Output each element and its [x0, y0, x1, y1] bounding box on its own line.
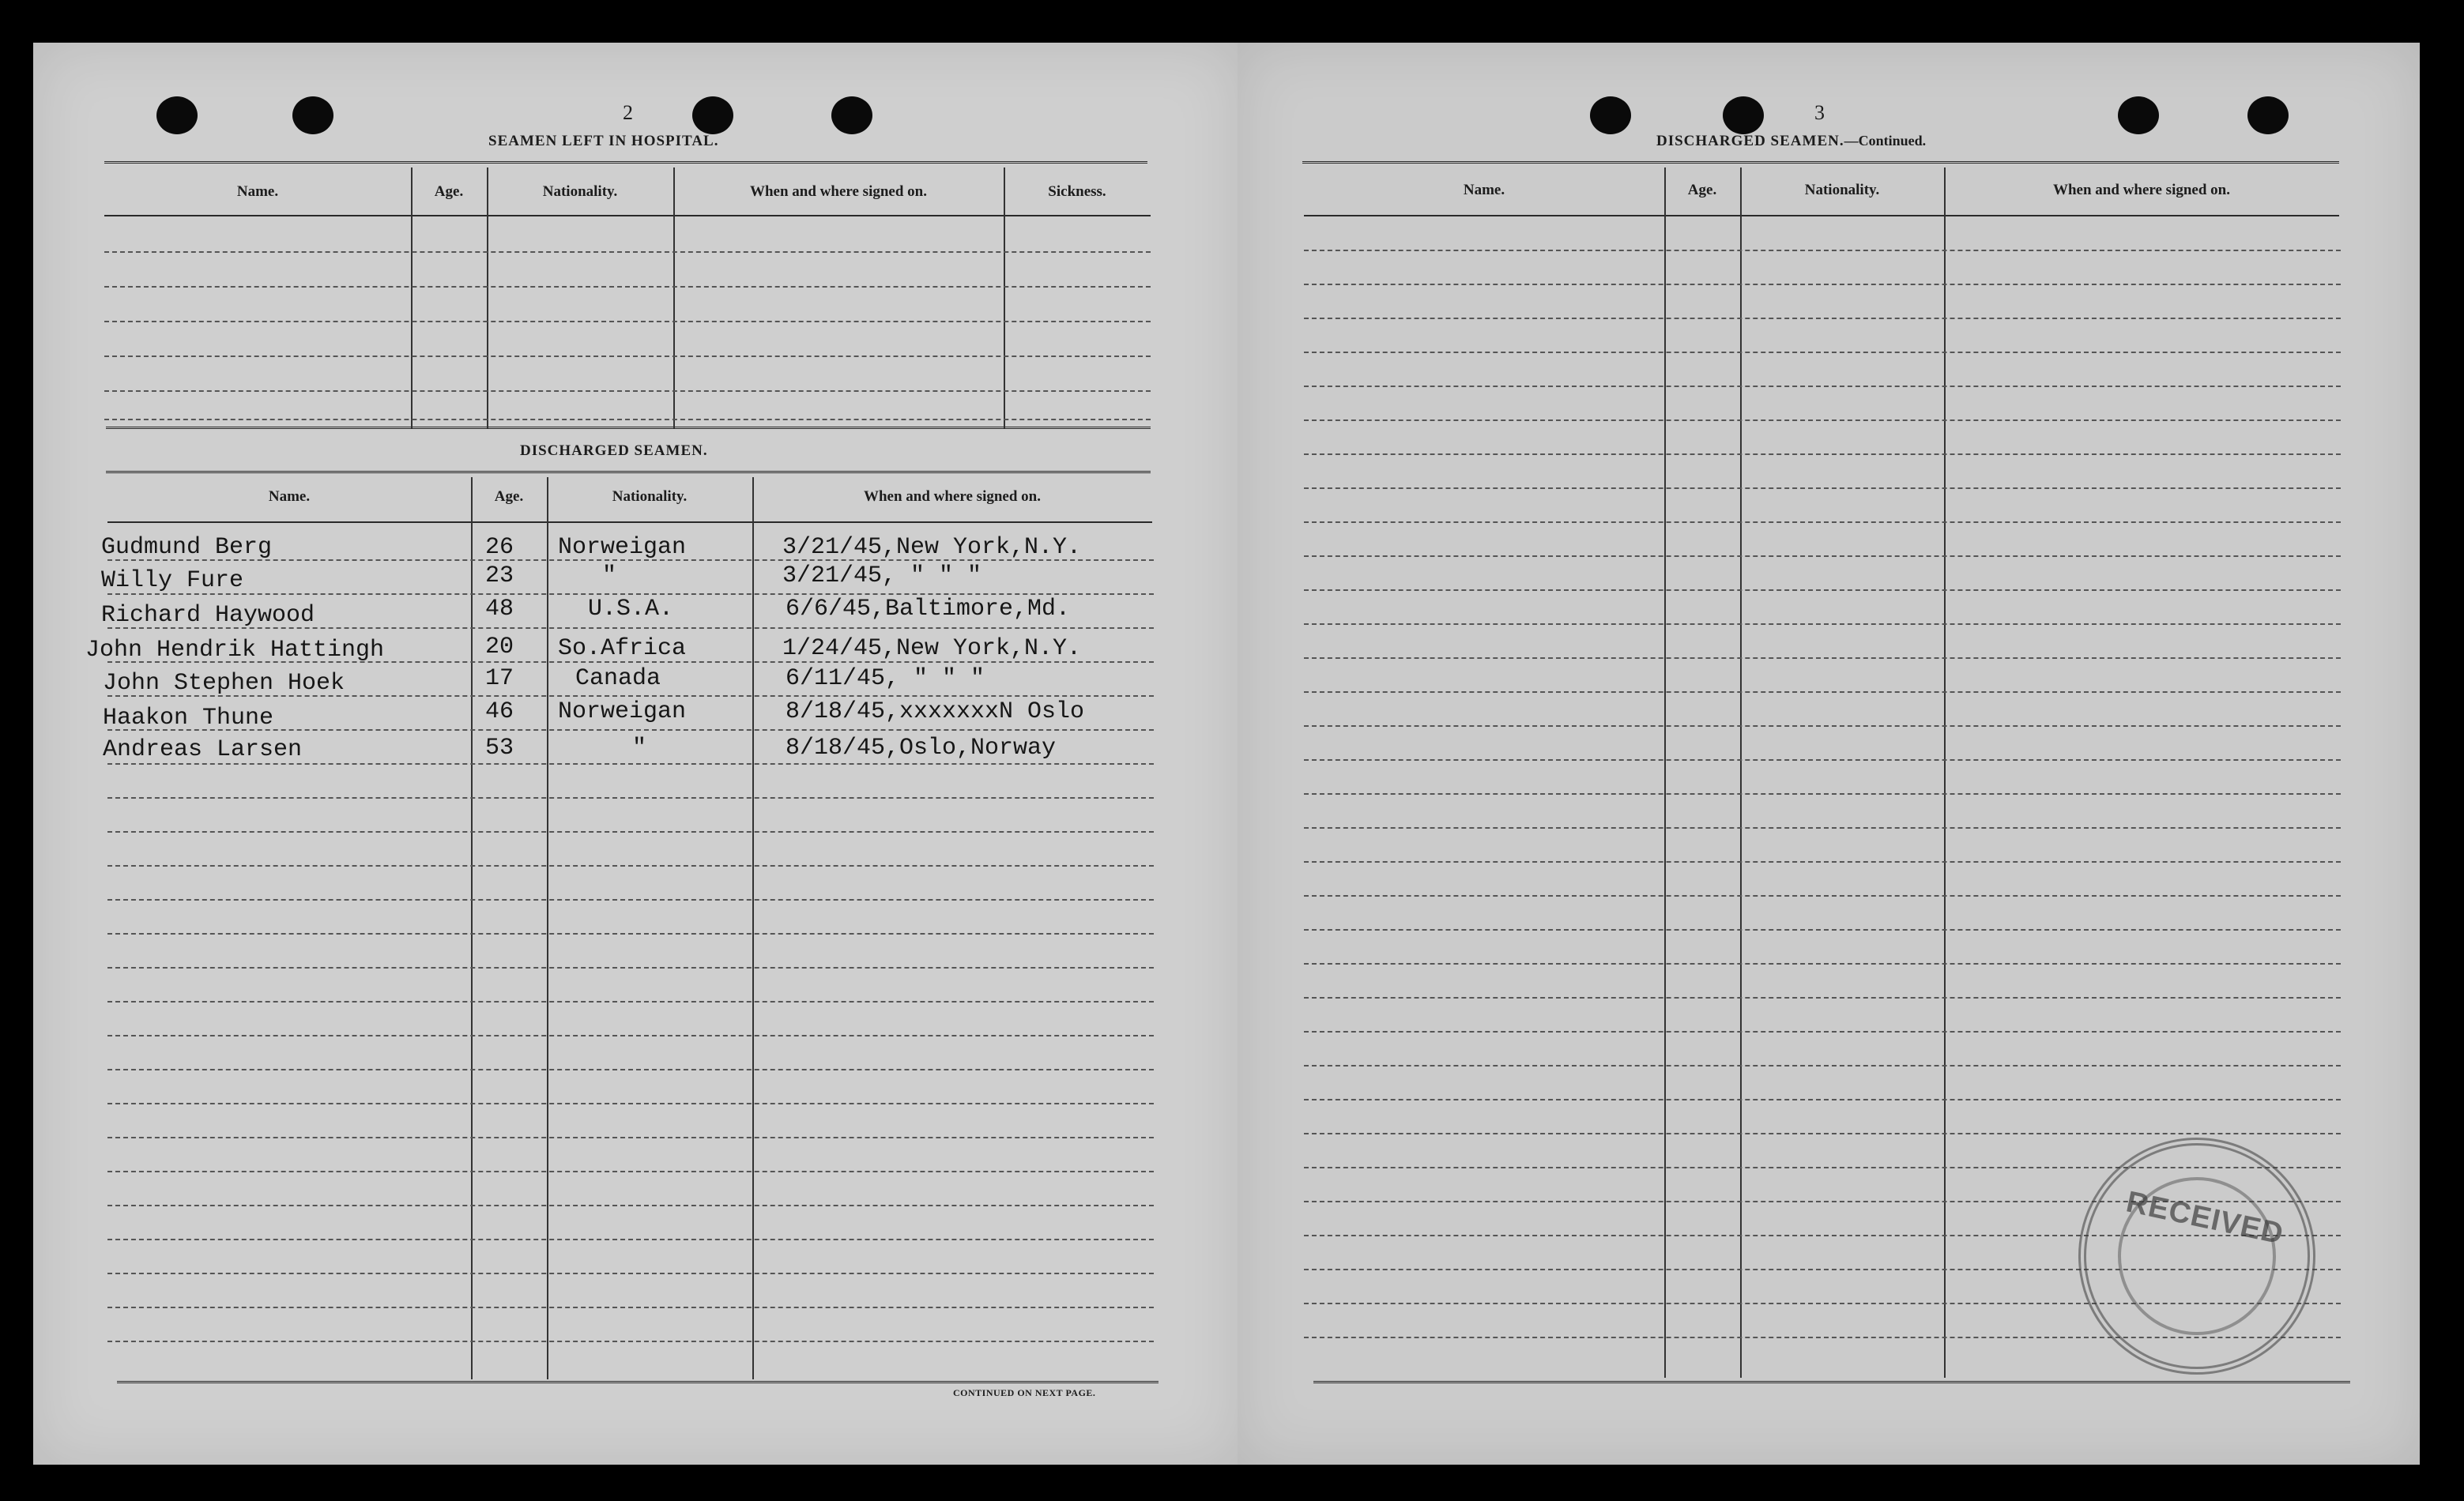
- dotted-rule: [107, 1273, 1154, 1274]
- seaman-age: 46: [485, 698, 514, 725]
- discharged-header-nationality: Nationality.: [612, 488, 688, 505]
- dotted-rule: [1304, 1133, 2341, 1134]
- seaman-name: Haakon Thune: [103, 705, 274, 732]
- dotted-rule: [104, 390, 1151, 392]
- dotted-rule: [1304, 318, 2341, 319]
- rule: [104, 161, 1147, 166]
- dotted-rule: [1304, 250, 2341, 251]
- dotted-rule: [107, 865, 1154, 867]
- seaman-signed-on: 6/6/45,Baltimore,Md.: [786, 596, 1071, 623]
- discharged-section-title: DISCHARGED SEAMEN.: [520, 442, 708, 459]
- seaman-name: Andreas Larsen: [103, 736, 303, 763]
- punch-hole: [831, 96, 872, 134]
- column-divider: [1944, 167, 1946, 1378]
- dotted-rule: [107, 933, 1154, 935]
- discharged-header-age: Age.: [494, 488, 524, 505]
- dotted-rule: [1304, 827, 2341, 829]
- rule: [1313, 1381, 2350, 1386]
- dotted-rule: [104, 356, 1151, 357]
- dotted-rule: [1304, 725, 2341, 727]
- column-divider: [1004, 167, 1005, 428]
- dotted-rule: [107, 1035, 1154, 1036]
- rule: [104, 215, 1151, 216]
- dotted-rule: [107, 763, 1154, 765]
- dotted-rule: [107, 797, 1154, 799]
- dotted-rule: [1304, 623, 2341, 625]
- discharged-header-name: Name.: [268, 488, 311, 505]
- seaman-signed-on: 3/21/45,New York,N.Y.: [782, 534, 1082, 561]
- dotted-rule: [1304, 521, 2341, 523]
- dotted-rule: [1304, 861, 2341, 863]
- seaman-nationality: ": [632, 735, 647, 762]
- dotted-rule: [1304, 487, 2341, 489]
- seaman-signed-on: 8/18/45,Oslo,Norway: [786, 735, 1057, 762]
- dotted-rule: [107, 593, 1154, 595]
- dotted-rule: [107, 1171, 1154, 1172]
- dotted-rule: [104, 419, 1151, 420]
- right-header-name: Name.: [1463, 182, 1505, 198]
- seaman-age: 48: [485, 596, 514, 623]
- column-divider: [411, 167, 413, 428]
- punch-hole: [692, 96, 733, 134]
- rule: [106, 471, 1151, 476]
- dotted-rule: [107, 899, 1154, 901]
- column-divider: [1740, 167, 1742, 1378]
- punch-hole: [156, 96, 198, 134]
- dotted-rule: [1304, 284, 2341, 285]
- dotted-rule: [1304, 589, 2341, 591]
- dotted-rule: [1304, 419, 2341, 421]
- punch-hole: [2247, 96, 2289, 134]
- dotted-rule: [1304, 929, 2341, 931]
- dotted-rule: [104, 251, 1151, 253]
- right-header-signed-on: When and where signed on.: [2052, 182, 2230, 198]
- right-section-title-text: DISCHARGED SEAMEN.: [1656, 133, 1844, 149]
- page-number-left: 2: [623, 101, 633, 124]
- dotted-rule: [107, 1239, 1154, 1240]
- dotted-rule: [1304, 759, 2341, 761]
- seaman-nationality: Norweigan: [558, 534, 687, 561]
- seaman-nationality: So.Africa: [558, 635, 687, 662]
- dotted-rule: [1304, 1031, 2341, 1033]
- seaman-signed-on: 8/18/45,xxxxxxxN Oslo: [786, 698, 1085, 725]
- hospital-header-signed-on: When and where signed on.: [749, 183, 927, 200]
- seaman-nationality: Norweigan: [558, 698, 687, 725]
- rule: [107, 521, 1152, 523]
- punch-hole: [292, 96, 333, 134]
- right-section-title: [1656, 133, 1926, 150]
- seaman-signed-on: 3/21/45, " " ": [782, 562, 982, 589]
- seaman-name: Willy Fure: [101, 567, 244, 594]
- right-section-title-suffix: —Continued.: [1844, 133, 1927, 149]
- dotted-rule: [1304, 895, 2341, 897]
- dotted-rule: [1304, 1065, 2341, 1066]
- dotted-rule: [1304, 352, 2341, 353]
- dotted-rule: [104, 321, 1151, 322]
- hospital-header-name: Name.: [236, 183, 279, 200]
- dotted-rule: [1304, 793, 2341, 795]
- seaman-age: 20: [485, 634, 514, 660]
- column-divider: [673, 167, 675, 428]
- dotted-rule: [107, 1137, 1154, 1138]
- hospital-header-nationality: Nationality.: [542, 183, 618, 200]
- punch-hole: [1590, 96, 1631, 134]
- hospital-section-title: SEAMEN LEFT IN HOSPITAL.: [488, 133, 719, 149]
- column-divider: [487, 167, 488, 428]
- dotted-rule: [1304, 1099, 2341, 1100]
- dotted-rule: [104, 286, 1151, 288]
- dotted-rule: [107, 1103, 1154, 1104]
- seaman-nationality: U.S.A.: [588, 596, 674, 623]
- seaman-name: John Hendrik Hattingh: [85, 637, 385, 664]
- continued-footnote: CONTINUED ON NEXT PAGE.: [953, 1387, 1096, 1398]
- right-header-nationality: Nationality.: [1804, 182, 1880, 198]
- dotted-rule: [1304, 691, 2341, 693]
- rule: [1304, 215, 2339, 216]
- dotted-rule: [1304, 657, 2341, 659]
- seaman-age: 17: [485, 665, 514, 692]
- seaman-name: Richard Haywood: [101, 602, 315, 629]
- dotted-rule: [107, 1307, 1154, 1308]
- seaman-nationality: ": [602, 562, 617, 589]
- seaman-age: 26: [485, 534, 514, 561]
- dotted-rule: [107, 967, 1154, 969]
- seaman-name: John Stephen Hoek: [103, 670, 345, 697]
- seaman-age: 53: [485, 735, 514, 762]
- hospital-header-sickness: Sickness.: [1048, 183, 1106, 200]
- dotted-rule: [107, 1069, 1154, 1070]
- punch-hole: [1723, 96, 1764, 134]
- column-divider: [471, 477, 473, 1379]
- seaman-signed-on: 6/11/45, " " ": [786, 665, 985, 692]
- dotted-rule: [1304, 453, 2341, 455]
- column-divider: [1664, 167, 1666, 1378]
- dotted-rule: [1304, 997, 2341, 999]
- seaman-age: 23: [485, 562, 514, 589]
- right-header-age: Age.: [1687, 182, 1717, 198]
- rule: [117, 1381, 1159, 1386]
- dotted-rule: [1304, 386, 2341, 387]
- column-divider: [752, 477, 754, 1379]
- stamp-text: RECEIVED: [2123, 1185, 2287, 1251]
- seaman-name: Gudmund Berg: [101, 534, 273, 561]
- seaman-nationality: Canada: [575, 665, 661, 692]
- dotted-rule: [107, 1001, 1154, 1003]
- discharged-header-signed-on: When and where signed on.: [863, 488, 1041, 505]
- column-divider: [547, 477, 548, 1379]
- page-number-right: 3: [1814, 101, 1825, 124]
- hospital-header-age: Age.: [434, 183, 464, 200]
- punch-hole: [2118, 96, 2159, 134]
- rule: [106, 427, 1151, 431]
- dotted-rule: [107, 1341, 1154, 1342]
- dotted-rule: [107, 831, 1154, 833]
- dotted-rule: [1304, 555, 2341, 557]
- dotted-rule: [1304, 963, 2341, 965]
- seaman-signed-on: 1/24/45,New York,N.Y.: [782, 635, 1082, 662]
- dotted-rule: [107, 1205, 1154, 1206]
- rule: [1302, 161, 2339, 166]
